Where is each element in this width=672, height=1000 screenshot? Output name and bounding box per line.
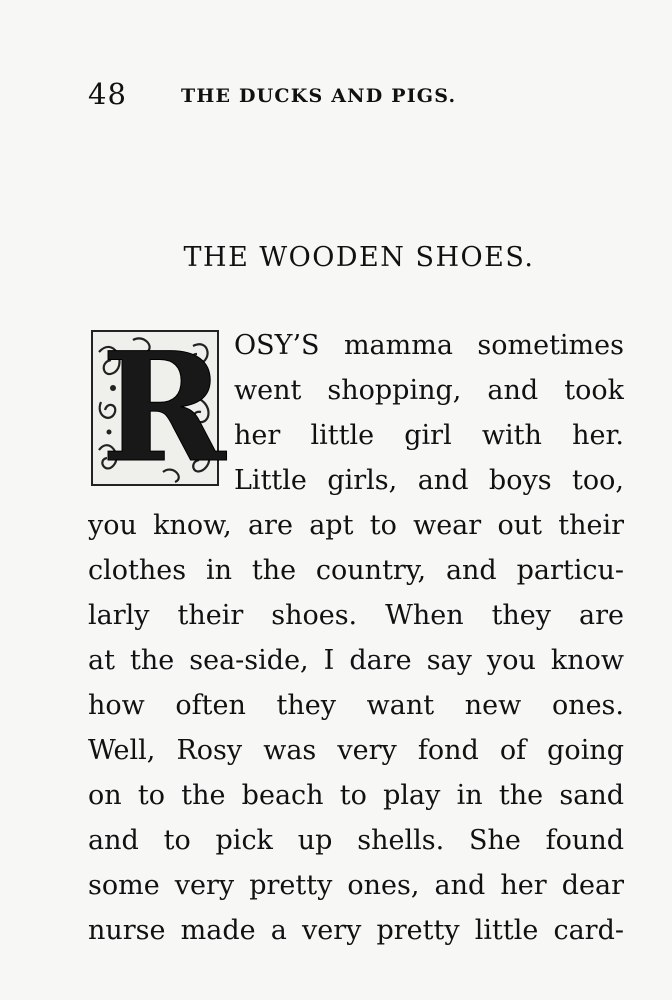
drop-cap-ornament [91, 320, 226, 496]
text-line: Little girls, and boys too, [234, 465, 624, 496]
text-line: larly their shoes. When they are [88, 600, 624, 631]
text-line: some very pretty ones, and her dear [88, 870, 624, 901]
page-number: 48 [88, 77, 127, 111]
drop-cap-letter: R [101, 320, 226, 496]
running-head [88, 76, 538, 112]
running-title: THE DUCKS AND PIGS. [181, 85, 457, 107]
text-line: and to pick up shells. She found [88, 825, 624, 856]
text-line: clothes in the country, and particu- [88, 555, 624, 586]
text-line: at the sea-side, I dare say you know [88, 645, 624, 676]
text-line: Well, Rosy was very fond of going [88, 735, 624, 766]
text-line: how often they want new ones. [88, 690, 624, 721]
text-line: OSY’S mamma sometimes [234, 330, 624, 361]
text-line: on to the beach to play in the sand [88, 780, 624, 811]
chapter-title: THE WOODEN SHOES. [183, 242, 535, 273]
text-line: went shopping, and took [234, 375, 624, 406]
text-line: you know, are apt to wear out their [88, 510, 624, 541]
text-line: her little girl with her. [234, 420, 624, 451]
text-line: nurse made a very pretty little card- [88, 915, 624, 946]
